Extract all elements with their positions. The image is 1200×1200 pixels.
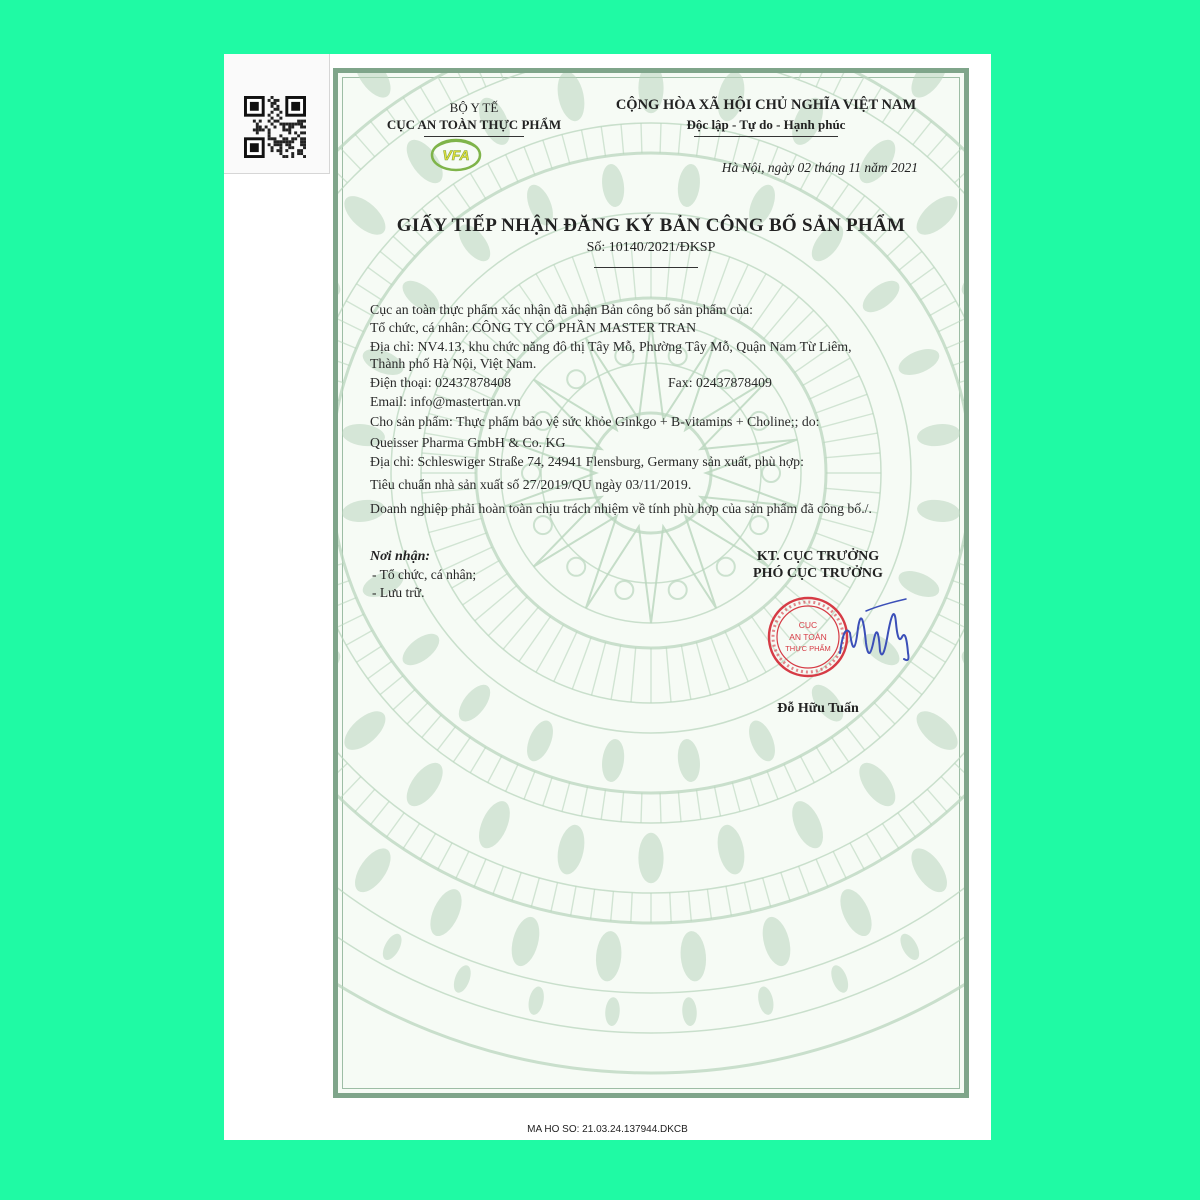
qr-code-icon <box>244 96 306 158</box>
document-page <box>224 54 991 1140</box>
manufacturer-address: Địa chỉ: Schleswiger Straße 74, 24941 Flensburg, Germany sản xuất, phù hợp: <box>370 454 804 469</box>
email: Email: info@mastertran.vn <box>370 394 521 409</box>
signer-name: Đỗ Hữu Tuấn <box>777 701 859 716</box>
file-code: MA HO SO: 21.03.24.137944.DKCB <box>527 1124 688 1135</box>
responsibility-note: Doanh nghiệp phải hoàn toàn chịu trách nhiệm về tính phù hợp của sản phẩm đã công bố./. <box>370 501 872 516</box>
country-name: CỘNG HÒA XÃ HỘI CHỦ NGHĨA VIỆT NAM <box>615 97 917 113</box>
phone: Điện thoại: 02437878408 <box>370 375 512 390</box>
standard: Tiêu chuẩn nhà sản xuất số 27/2019/QU ngày 03/11/2019. <box>370 477 692 492</box>
handwritten-signature <box>836 593 916 675</box>
motto-underline <box>694 136 838 137</box>
agency-name: CỤC AN TOÀN THỰC PHẨM <box>386 117 562 132</box>
product-line: Cho sản phẩm: Thực phẩm bảo vệ sức khỏe Ginkgo + B-vitamins + Choline;; do: <box>370 414 820 429</box>
organization: Tổ chức, cá nhân: CÔNG TY CỔ PHẦN MASTER TRAN <box>370 320 697 335</box>
ministry-name: BỘ Y TẾ <box>449 100 499 115</box>
title-underline <box>594 267 698 268</box>
document-number: Số: 10140/2021/ĐKSP <box>586 240 716 255</box>
qr-code-panel <box>224 54 330 174</box>
signer-title-line-2: PHÓ CỤC TRƯỞNG <box>753 566 883 581</box>
svg-text:CỤC: CỤC <box>798 620 818 630</box>
fax: Fax: 02437878409 <box>668 375 772 390</box>
svg-text:THỰC PHẨM: THỰC PHẨM <box>785 644 831 653</box>
address-line-2: Thành phố Hà Nội, Việt Nam. <box>370 356 537 371</box>
svg-text:AN TOÀN: AN TOÀN <box>789 632 827 642</box>
recipient-item: - Lưu trữ. <box>372 585 425 600</box>
certificate-frame <box>333 68 969 1098</box>
recipient-item: - Tổ chức, cá nhân; <box>372 567 477 582</box>
svg-text:VFA: VFA <box>442 147 470 163</box>
intro-text: Cục an toàn thực phẩm xác nhận đã nhận Bản công bố sản phẩm của: <box>370 302 753 317</box>
manufacturer: Queisser Pharma GmbH & Co. KG <box>370 435 566 450</box>
national-motto: Độc lập - Tự do - Hạnh phúc <box>686 117 846 132</box>
vfa-logo <box>428 133 484 173</box>
document-title: GIẤY TIẾP NHẬN ĐĂNG KÝ BẢN CÔNG BỐ SẢN PHẨM <box>396 215 906 236</box>
address-line-1: Địa chỉ: NV4.13, khu chức năng đô thị Tây Mỗ, Phường Tây Mỗ, Quận Nam Từ Liêm, <box>370 339 852 354</box>
recipients-title: Nơi nhận: <box>370 549 431 564</box>
signer-title-line-1: KT. CỤC TRƯỞNG <box>756 549 880 564</box>
issue-date: Hà Nội, ngày 02 tháng 11 năm 2021 <box>721 160 918 175</box>
